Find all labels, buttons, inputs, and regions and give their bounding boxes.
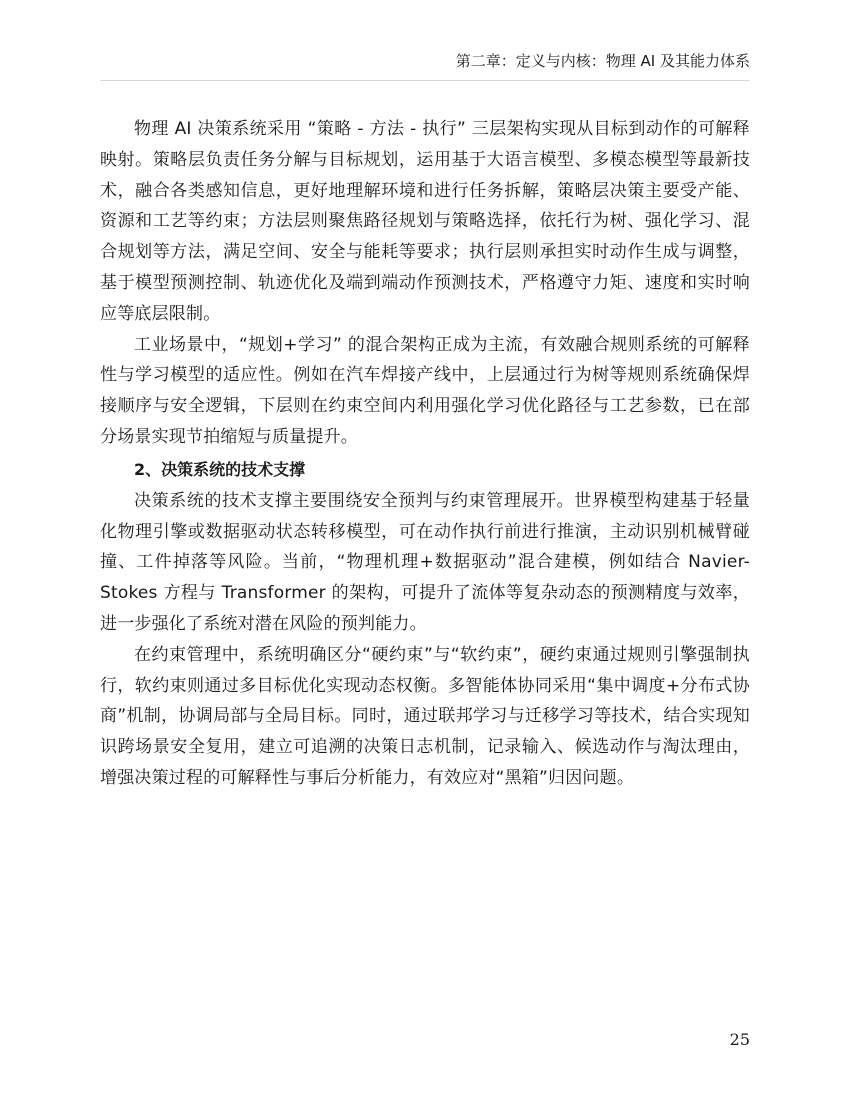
paragraph-constraint-management: 在约束管理中，系统明确区分“硬约束”与“软约束”，硬约束通过规则引擎强制执行，软约束则通过多目标优化实现动态权衡。多智能体协同采用“集中调度+分布式协商”机制，协调局部与全局目标。同时，通过联邦学习与迁移学习等技术，结合实现知识跨场景安全复用，建立可追溯的决策日志机制，记录输入、候选动作与淘汰理由，增强决策过程的可解释性与事后分析能力，有效应对“黑箱”归因问题。 <box>100 644 750 788</box>
paragraph-technical-support: 决策系统的技术支撑主要围绕安全预判与约束管理展开。世界模型构建基于轻量化物理引擎或数据驱动状态转移模型，可在动作执行前进行推演，主动识别机械臂碰撞、工件掉落等风险。当前，“物理机理+数据驱动”混合建模，例如结合 Navier-Stokes 方程与 Transformer 的架构，可提升了流体等复杂动态的预测精度与效率，进一步强化了系统对潜在风险的预判能力。 <box>100 490 750 634</box>
page-number: 25 <box>729 1030 750 1049</box>
page-body <box>100 114 750 794</box>
paragraph-decision-architecture: 物理 AI 决策系统采用 “策略 - 方法 - 执行” 三层架构实现从目标到动作的可解释映射。策略层负责任务分解与目标规划，运用基于大语言模型、多模态模型等最新技术，融合各类感知信息，更好地理解环境和进行任务拆解，策略层决策主要受产能、资源和工艺等约束；方法层则聚焦路径规划与策略选择，依托行为树、强化学习、混合规划等方法，满足空间、安全与能耗等要求；执行层则承担实时动作生成与调整，基于模型预测控制、轨迹优化及端到端动作预测技术，严格遵守力矩、速度和实时响应等底层限制。 <box>100 119 750 324</box>
section-heading: 2、决策系统的技术支撑 <box>134 459 306 479</box>
page-header-chapter-title: 第二章：定义与内核：物理 AI 及其能力体系 <box>455 52 750 70</box>
paragraph-industrial-scenario: 工业场景中，“规划+学习” 的混合架构正成为主流，有效融合规则系统的可解释性与学习模型的适应性。例如在汽车焊接产线中，上层通过行为树等规则系统确保焊接顺序与安全逻辑，下层则在约束空间内利用强化学习优化路径与工艺参数，已在部分场景实现节拍缩短与质量提升。 <box>100 334 750 447</box>
header-divider <box>100 80 750 81</box>
